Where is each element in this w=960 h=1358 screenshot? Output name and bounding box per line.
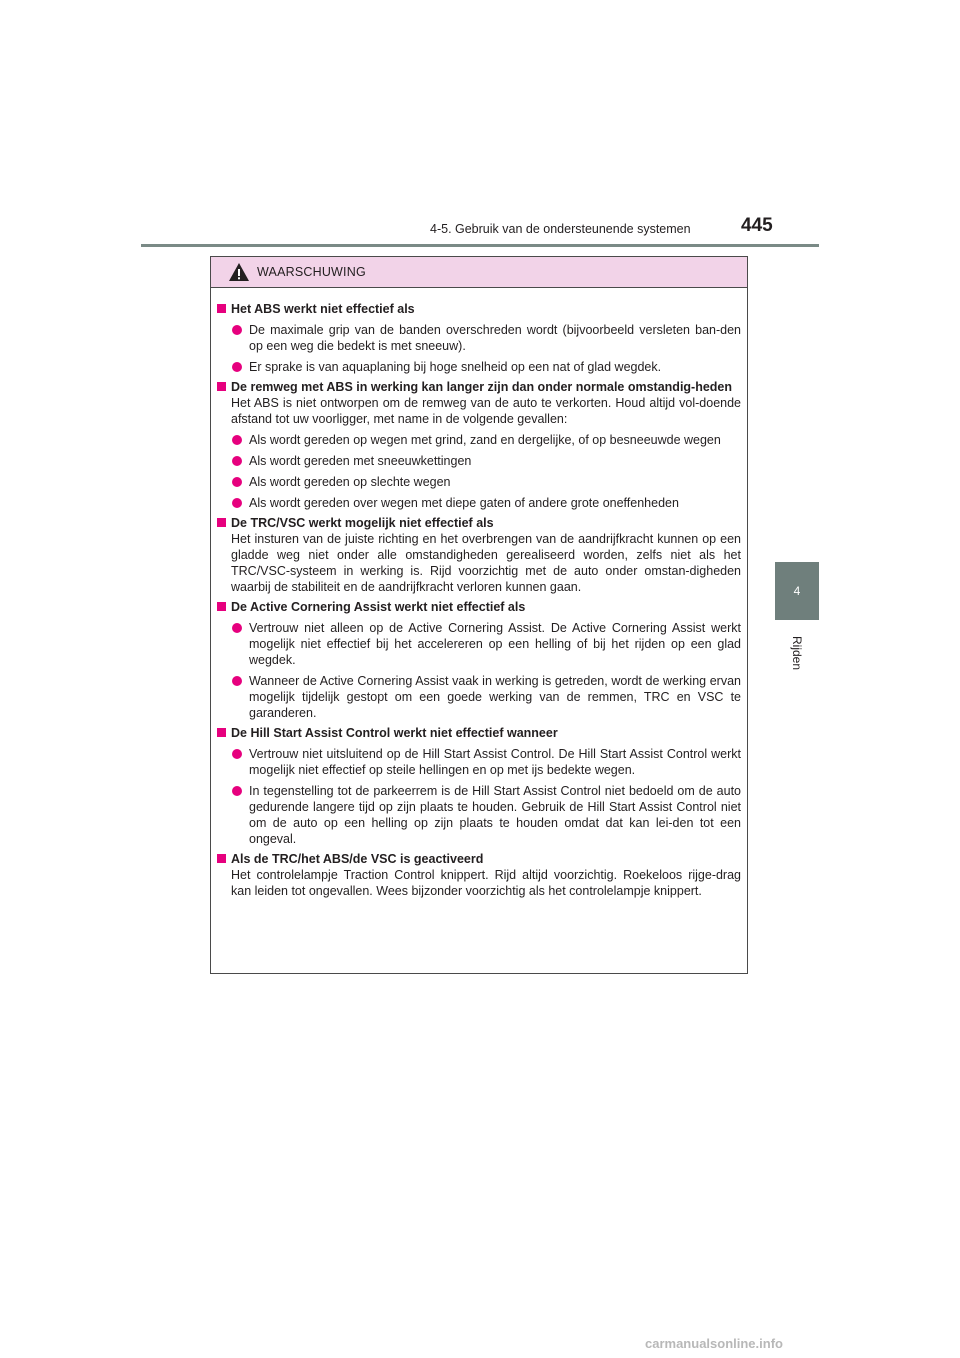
- square-bullet-icon: [217, 304, 226, 313]
- warning-box: [210, 256, 748, 974]
- list-item: Vertrouw niet uitsluitend op de Hill Start Assist Control. De Hill Start Assist Control werkt mogelijk niet effectief op steile hellingen en op met ijs bedekte wegen.: [217, 746, 741, 778]
- circle-bullet-icon: [232, 786, 242, 796]
- warning-header: [211, 257, 747, 288]
- chapter-tab: 4: [775, 562, 819, 620]
- circle-bullet-icon: [232, 325, 242, 335]
- circle-bullet-icon: [232, 749, 242, 759]
- circle-bullet-icon: [232, 623, 242, 633]
- warning-triangle-icon: [228, 262, 250, 282]
- header-divider: [141, 244, 819, 247]
- section-text: Het insturen van de juiste richting en het overbrengen van de aandrijfkracht kunnen op een gladde weg niet onder alle omstandigheden gerealiseerd worden, zelfs niet als het TRC/VSC-systeem in werking is. Rijd voorzichtig met de auto onder omstan-digheden waarbij de stabiliteit en de aandrijfkracht verloren kunnen gaan.: [231, 532, 741, 594]
- circle-bullet-icon: [232, 477, 242, 487]
- warning-section: [217, 851, 741, 899]
- list-item: In tegenstelling tot de parkeerrem is de Hill Start Assist Control niet bedoeld om de auto gedurende langere tijd op zijn plaats te houden. Gebruik de Hill Start Assist Control niet om de auto op een helling op zijn plaats te houden omdat dat kan lei-den tot een ongeval.: [217, 783, 741, 847]
- list-item: Als wordt gereden op wegen met grind, zand en dergelijke, of op besneeuwde wegen: [217, 432, 741, 448]
- circle-bullet-icon: [232, 456, 242, 466]
- section-text: Het ABS is niet ontworpen om de remweg van de auto te verkorten. Houd altijd vol-doende afstand tot uw voorligger, met name in de volgende gevallen:: [231, 396, 741, 426]
- square-bullet-icon: [217, 518, 226, 527]
- warning-body: [211, 288, 747, 899]
- list-item: Als wordt gereden over wegen met diepe gaten of andere grote oneffenheden: [217, 495, 741, 511]
- section-heading: De Active Cornering Assist werkt niet effectief als: [217, 599, 741, 615]
- list-item: Wanneer de Active Cornering Assist vaak in werking is getreden, wordt de werking ervan mogelijk tijdelijk gestopt om een goede werking van de remmen, TRC en VSC te garanderen.: [217, 673, 741, 721]
- section-title: 4-5. Gebruik van de ondersteunende systemen: [430, 222, 691, 236]
- section-heading: Het ABS werkt niet effectief als: [217, 301, 741, 317]
- list-item: Er sprake is van aquaplaning bij hoge snelheid op een nat of glad wegdek.: [217, 359, 741, 375]
- square-bullet-icon: [217, 854, 226, 863]
- list-item: Als wordt gereden met sneeuwkettingen: [217, 453, 741, 469]
- section-heading: De Hill Start Assist Control werkt niet effectief wanneer: [217, 725, 741, 741]
- list-item: De maximale grip van de banden overschreden wordt (bijvoorbeeld versleten ban-den op een weg die bedekt is met sneeuw).: [217, 322, 741, 354]
- circle-bullet-icon: [232, 362, 242, 372]
- warning-title: WAARSCHUWING: [257, 265, 366, 279]
- square-bullet-icon: [217, 382, 226, 391]
- warning-section: [217, 301, 741, 375]
- circle-bullet-icon: [232, 676, 242, 686]
- list-item: Als wordt gereden op slechte wegen: [217, 474, 741, 490]
- square-bullet-icon: [217, 728, 226, 737]
- circle-bullet-icon: [232, 435, 242, 445]
- chapter-label: Rijden: [790, 635, 804, 671]
- warning-section: [217, 599, 741, 721]
- list-item: Vertrouw niet alleen op de Active Cornering Assist. De Active Cornering Assist werkt mogelijk niet effectief bij het accelereren op een helling of bij het rijden op een glad wegdek.: [217, 620, 741, 668]
- warning-section: [217, 725, 741, 847]
- page-number: 445: [741, 215, 773, 236]
- section-text: Het controlelampje Traction Control knippert. Rijd altijd voorzichtig. Roekeloos rijge-drag kan leiden tot ongevallen. Wees bijzonder voorzichtig als het controlelampje knippert.: [231, 868, 741, 898]
- circle-bullet-icon: [232, 498, 242, 508]
- warning-section: [217, 515, 741, 595]
- section-heading: De remweg met ABS in werking kan langer zijn dan onder normale omstandig-heden: [217, 379, 741, 395]
- section-heading: De TRC/VSC werkt mogelijk niet effectief als: [217, 515, 741, 531]
- square-bullet-icon: [217, 602, 226, 611]
- warning-section: [217, 379, 741, 511]
- watermark: carmanualsonline.info: [645, 1336, 783, 1351]
- section-heading: Als de TRC/het ABS/de VSC is geactiveerd: [217, 851, 741, 867]
